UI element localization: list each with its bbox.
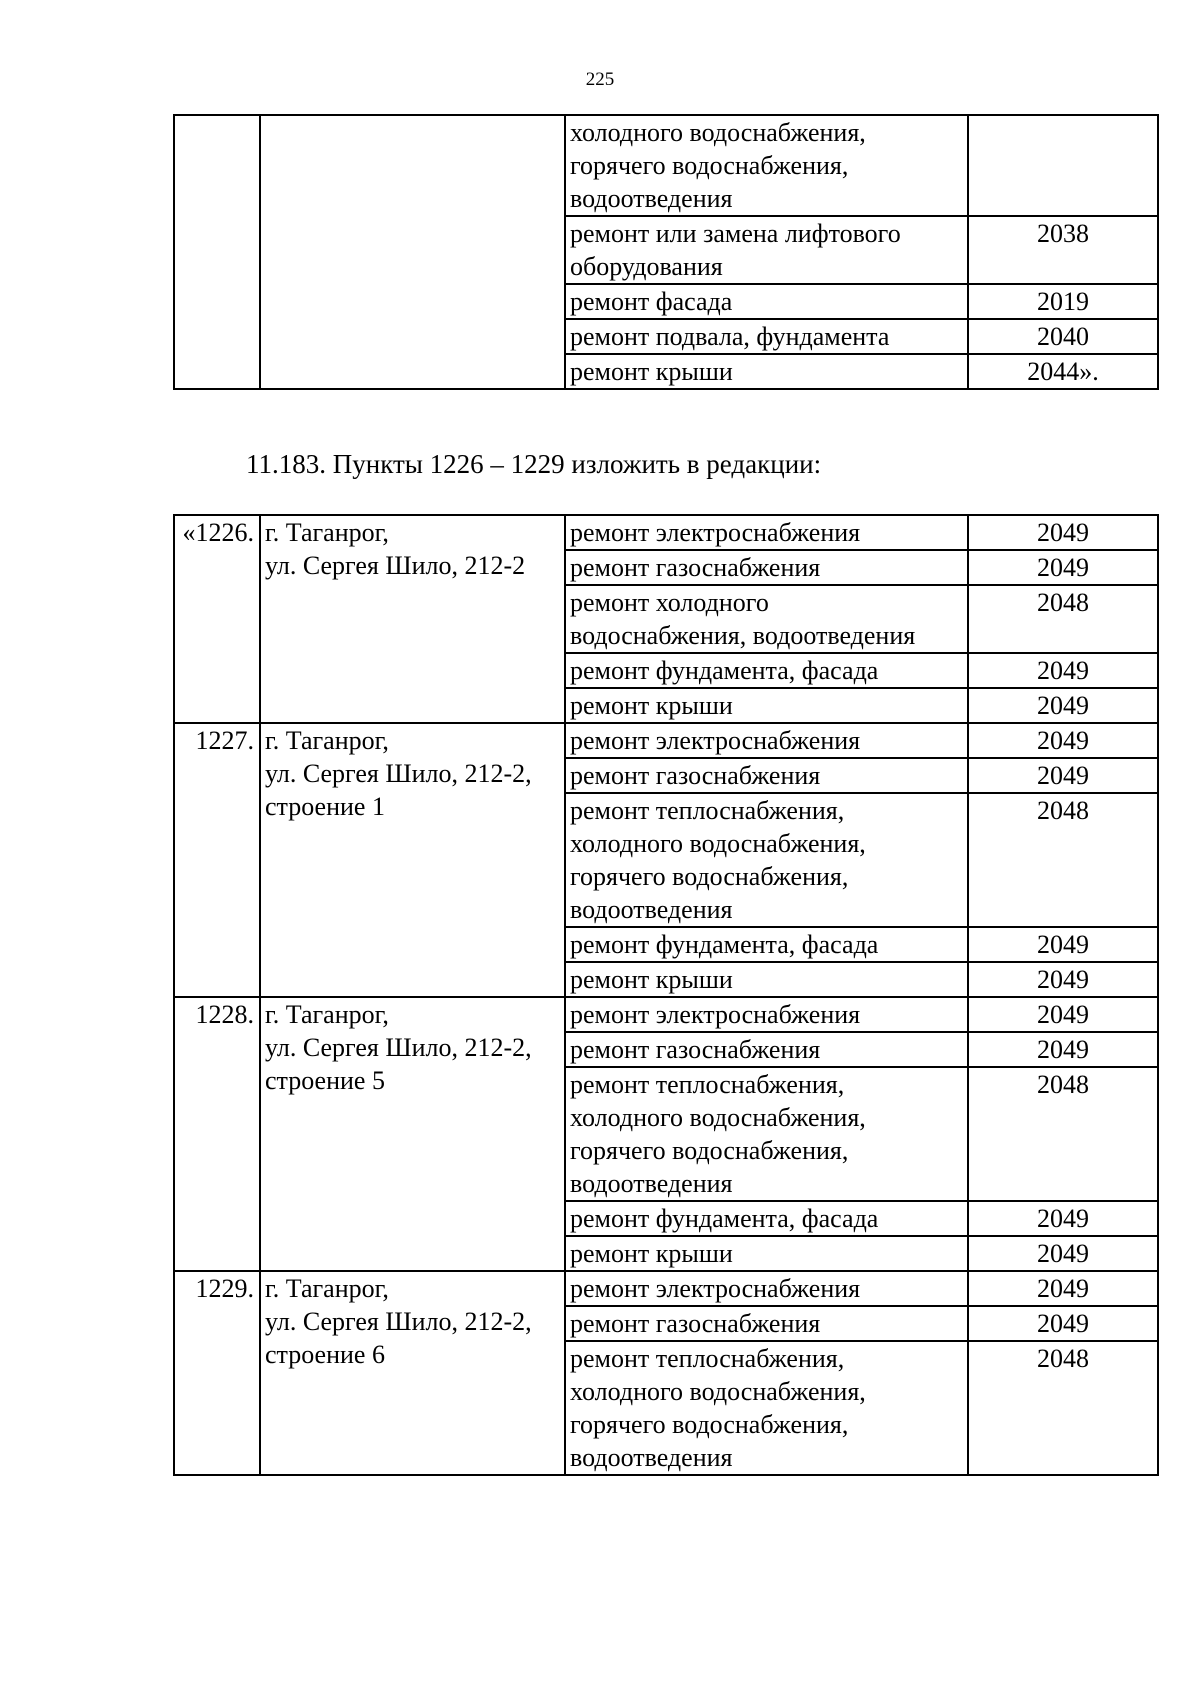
item-number-cell: «1226. <box>174 515 260 723</box>
address-cell <box>260 115 565 389</box>
work-type-cell: ремонт крыши <box>565 962 968 997</box>
work-type-cell: ремонт теплоснабжения, холодного водоснабжения, горячего водоснабжения, водоотведения <box>565 793 968 927</box>
year-cell: 2044». <box>968 354 1158 389</box>
amendment-intro: 11.183. Пункты 1226 – 1229 изложить в редакции: <box>246 449 822 479</box>
year-cell: 2049 <box>968 1236 1158 1271</box>
continued-table <box>173 114 1159 390</box>
work-type-cell: ремонт электроснабжения <box>565 997 968 1032</box>
item-number-cell <box>174 115 260 389</box>
year-cell: 2048 <box>968 1341 1158 1475</box>
year-cell: 2048 <box>968 1067 1158 1201</box>
work-type-cell: ремонт фасада <box>565 284 968 319</box>
item-number-cell: 1228. <box>174 997 260 1271</box>
address-cell: г. Таганрог, ул. Сергея Шило, 212-2, строение 5 <box>260 997 565 1271</box>
work-type-cell: ремонт подвала, фундамента <box>565 319 968 354</box>
address-cell: г. Таганрог, ул. Сергея Шило, 212-2, строение 1 <box>260 723 565 997</box>
work-type-cell: ремонт газоснабжения <box>565 1306 968 1341</box>
year-cell: 2049 <box>968 962 1158 997</box>
year-cell: 2049 <box>968 927 1158 962</box>
work-type-cell: ремонт газоснабжения <box>565 758 968 793</box>
year-cell: 2019 <box>968 284 1158 319</box>
amendment-table <box>173 514 1159 1476</box>
year-cell: 2040 <box>968 319 1158 354</box>
work-type-cell: ремонт холодного водоснабжения, водоотведения <box>565 585 968 653</box>
year-cell: 2049 <box>968 1271 1158 1306</box>
year-cell: 2049 <box>968 550 1158 585</box>
page-number: 225 <box>585 69 615 90</box>
work-type-cell: ремонт крыши <box>565 688 968 723</box>
table-row <box>174 723 1158 758</box>
year-cell: 2049 <box>968 688 1158 723</box>
address-cell: г. Таганрог, ул. Сергея Шило, 212-2, строение 6 <box>260 1271 565 1475</box>
year-cell <box>968 115 1158 216</box>
address-cell: г. Таганрог, ул. Сергея Шило, 212-2 <box>260 515 565 723</box>
year-cell: 2049 <box>968 758 1158 793</box>
year-cell: 2048 <box>968 585 1158 653</box>
year-cell: 2048 <box>968 793 1158 927</box>
year-cell: 2049 <box>968 1306 1158 1341</box>
work-type-cell: ремонт фундамента, фасада <box>565 653 968 688</box>
item-number-cell: 1227. <box>174 723 260 997</box>
work-type-cell: ремонт электроснабжения <box>565 1271 968 1306</box>
work-type-cell: холодного водоснабжения, горячего водоснабжения, водоотведения <box>565 115 968 216</box>
work-type-cell: ремонт теплоснабжения, холодного водоснабжения, горячего водоснабжения, водоотведения <box>565 1067 968 1201</box>
table-row <box>174 997 1158 1032</box>
work-type-cell: ремонт газоснабжения <box>565 1032 968 1067</box>
work-type-cell: ремонт электроснабжения <box>565 515 968 550</box>
table-row <box>174 1271 1158 1306</box>
table-row <box>174 115 1158 216</box>
work-type-cell: ремонт электроснабжения <box>565 723 968 758</box>
work-type-cell: ремонт крыши <box>565 354 968 389</box>
work-type-cell: ремонт газоснабжения <box>565 550 968 585</box>
year-cell: 2049 <box>968 997 1158 1032</box>
year-cell: 2038 <box>968 216 1158 284</box>
table-row <box>174 515 1158 550</box>
work-type-cell: ремонт фундамента, фасада <box>565 927 968 962</box>
year-cell: 2049 <box>968 515 1158 550</box>
work-type-cell: ремонт или замена лифтового оборудования <box>565 216 968 284</box>
work-type-cell: ремонт теплоснабжения, холодного водоснабжения, горячего водоснабжения, водоотведения <box>565 1341 968 1475</box>
work-type-cell: ремонт крыши <box>565 1236 968 1271</box>
year-cell: 2049 <box>968 653 1158 688</box>
item-number-cell: 1229. <box>174 1271 260 1475</box>
work-type-cell: ремонт фундамента, фасада <box>565 1201 968 1236</box>
year-cell: 2049 <box>968 1032 1158 1067</box>
year-cell: 2049 <box>968 723 1158 758</box>
year-cell: 2049 <box>968 1201 1158 1236</box>
